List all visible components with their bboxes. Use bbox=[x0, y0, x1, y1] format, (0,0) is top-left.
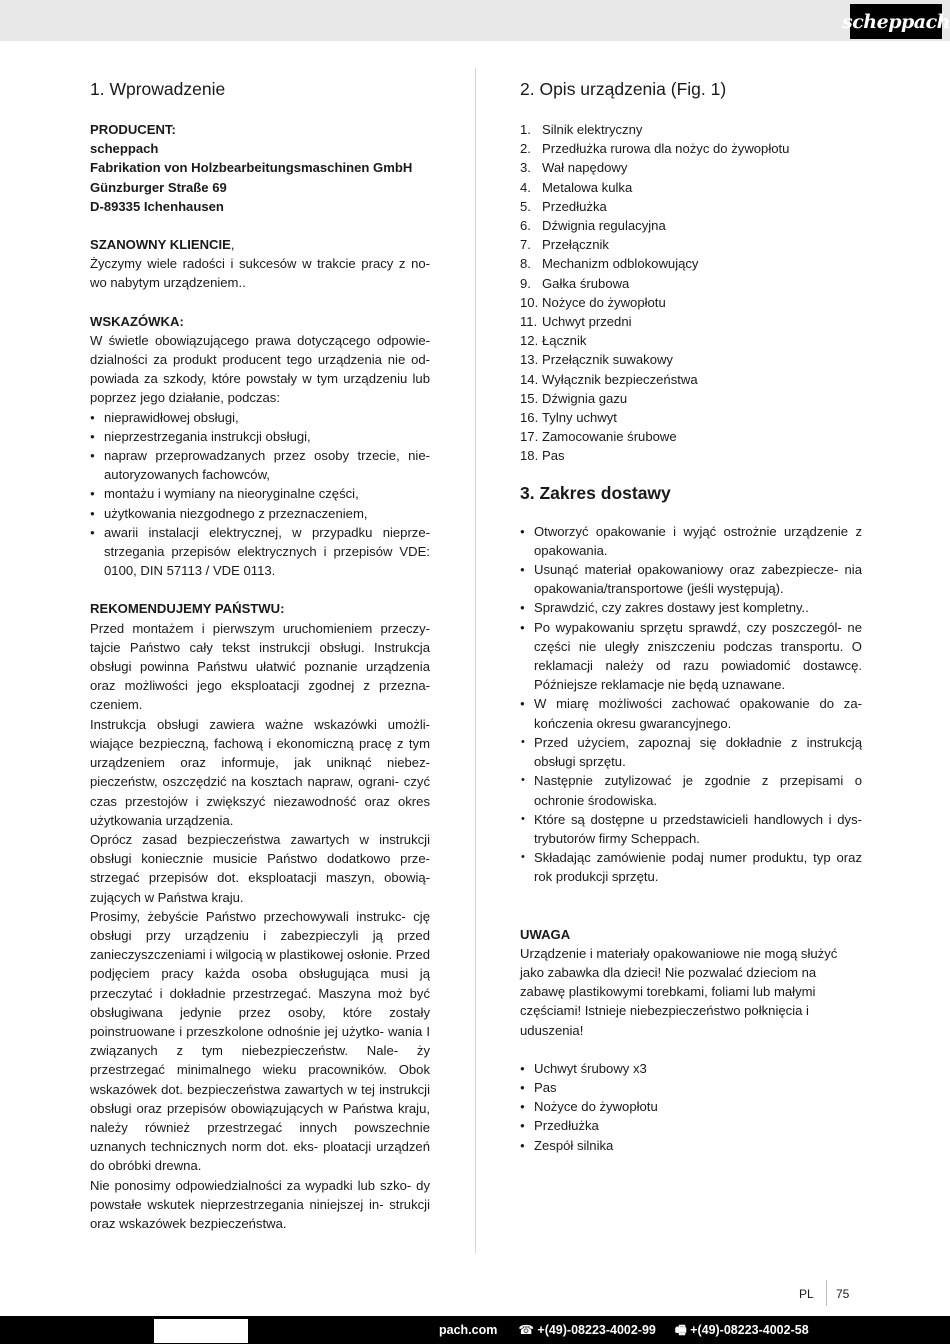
note-heading: WSKAZÓWKA: bbox=[90, 313, 184, 329]
list-item: ● Zespół silnika bbox=[520, 1136, 862, 1155]
phone-number: +(49)-08223-4002-99 bbox=[537, 1323, 656, 1337]
part-item: 2. Przedłużka rurowa dla nożyc do żywopłotu bbox=[520, 141, 790, 157]
part-item: 4. Metalowa kulka bbox=[520, 179, 633, 195]
part-item: 1. Silnik elektryczny bbox=[520, 122, 643, 137]
warning-text: Urządzenie i materiały opakowaniowe nie mogą służyć jako zabawka dla dzieci! Nie pozwalać dzieciom na zabawę plastikowymi torebkami, foliami lub małymi częściami! Istnieje niebezpieczeństwo połknięcia i uduszenia! bbox=[520, 945, 838, 1038]
language-code: PL bbox=[799, 1287, 814, 1301]
footer-bar bbox=[0, 1316, 950, 1344]
recommend-paragraph: Oprócz zasad bezpieczeństwa zawartych w instrukcji obsługi koniecznie musicie Państwo dodatkowo prze- strzegać przepisów dot. eksploatacji maszyn, obowią- zujących w Państwa kraju. bbox=[90, 831, 430, 905]
list-item: • Następnie zutylizować je zgodnie z przepisami o ochronie środowiska. bbox=[520, 771, 862, 809]
recommend-heading: REKOMENDUJEMY PAŃSTWU: bbox=[90, 601, 285, 617]
header-bar bbox=[0, 0, 950, 41]
dear-customer-heading: SZANOWNY KLIENCIE, bbox=[90, 237, 235, 253]
warning-heading: UWAGA bbox=[520, 926, 571, 942]
column-divider bbox=[475, 68, 476, 1253]
fax-number: +(49)-08223-4002-58 bbox=[690, 1323, 809, 1337]
part-item: 8. Mechanizm odblokowujący bbox=[520, 256, 699, 272]
note-text: W świetle obowiązującego prawa dotyczącego odpowie- dzialności za produkt producent tego urządzenia nie od- powiada za szkody, które powstały w tym urządzeniu lub poprzez jego działanie, podczas: bbox=[90, 332, 430, 406]
recommend-paragraph: Nie ponosimy odpowiedzialności za wypadki lub szko- dy powstałe wskutek nieprzestrzegania niniejszej in- strukcji oraz wskazówek bezpieczeństwa. bbox=[90, 1177, 430, 1231]
part-item: 6. Dźwignia regulacyjna bbox=[520, 218, 666, 234]
list-item: ● napraw przeprowadzanych przez osoby trzecie, nie- autoryzowanych fachowców, bbox=[90, 446, 430, 484]
phone-icon: ☎ bbox=[518, 1323, 534, 1337]
part-item: 13. Przełącznik suwakowy bbox=[520, 352, 673, 368]
part-item: 3. Wał napędowy bbox=[520, 160, 628, 176]
list-item: ● Pas bbox=[520, 1078, 862, 1097]
list-item: ● Po wypakowaniu sprzętu sprawdź, czy poszczegól- ne części nie uległy zniszczeniu podczas transportu. O reklamacji należy od razu powiadomić dostawcę. Późniejsze reklamacje nie będą uznawane. bbox=[520, 618, 862, 695]
part-item: 18. Pas bbox=[520, 448, 565, 464]
contents-list bbox=[520, 1059, 862, 1155]
list-item: ● Usunąć materiał opakowaniowy oraz zabezpiecze- nia opakowania/transportowe (jeśli występują). bbox=[520, 560, 862, 598]
parts-list bbox=[520, 120, 862, 466]
part-item: 5. Przedłużka bbox=[520, 198, 607, 214]
list-item: • Przed użyciem, zapoznaj się dokładnie z instrukcją obsługi sprzętu. bbox=[520, 733, 862, 771]
website-link[interactable]: pach.com bbox=[439, 1323, 498, 1337]
part-item: 9. Gałka śrubowa bbox=[520, 275, 630, 291]
part-item: 14. Wyłącznik bezpieczeństwa bbox=[520, 371, 698, 387]
part-item: 10. Nożyce do żywopłotu bbox=[520, 294, 666, 310]
page-number: 75 bbox=[836, 1287, 850, 1301]
list-item: ● użytkowania niezgodnego z przeznaczeniem, bbox=[90, 504, 430, 523]
producer-line: D-89335 Ichenhausen bbox=[90, 198, 224, 214]
part-item: 15. Dźwignia gazu bbox=[520, 390, 628, 406]
part-item: 7. Przełącznik bbox=[520, 237, 609, 253]
list-item: ● Nożyce do żywopłotu bbox=[520, 1097, 862, 1116]
producer-line: Fabrikation von Holzbearbeitungsmaschinen GmbH bbox=[90, 160, 413, 176]
list-item: ● Uchwyt śrubowy x3 bbox=[520, 1059, 862, 1078]
footer-white-box bbox=[154, 1319, 248, 1343]
list-item: • Które są dostępne u przedstawicieli handlowych i dys- trybutorów firmy Scheppach. bbox=[520, 810, 862, 848]
list-item: ● Otworzyć opakowanie i wyjąć ostrożnie urządzenie z opakowania. bbox=[520, 522, 862, 560]
list-item: ● W miarę możliwości zachować opakowanie do za- kończenia okresu gwarancyjnego. bbox=[520, 694, 862, 732]
dear-customer-text: Życzymy wiele radości i sukcesów w trakcie pracy z no- wo nabytym urządzeniem.. bbox=[90, 256, 430, 291]
recommend-paragraph: Instrukcja obsługi zawiera ważne wskazówki umożli- wiające bezpieczną, fachową i ekonomiczną pracę z tym urządzeniem oraz informuje, jak uniknąć niebez- pieczeństw, oszczędzić na kosztach napraw, ograni- czyć czas przestojów i zwiększyć niezawodność oraz okres użytkowania urządzenia. bbox=[90, 716, 430, 828]
section-title-introduction: 1. Wprowadzenie bbox=[90, 79, 226, 99]
scheppach-logo: scheppach bbox=[850, 4, 942, 39]
right-column bbox=[520, 78, 862, 1155]
left-column bbox=[90, 78, 430, 1233]
delivery-bullet-list bbox=[520, 522, 862, 887]
producer-block bbox=[90, 120, 430, 216]
part-item: 11. Uchwyt przedni bbox=[520, 314, 632, 330]
fax-icon: 🖷 bbox=[674, 1323, 687, 1337]
producer-line: PRODUCENT: bbox=[90, 122, 176, 137]
list-item: ● nieprawidłowej obsługi, bbox=[90, 408, 430, 427]
part-item: 12. Łącznik bbox=[520, 333, 587, 349]
list-item: ● Sprawdzić, czy zakres dostawy jest kompletny.. bbox=[520, 598, 862, 617]
list-item: ● awarii instalacji elektrycznej, w przypadku nieprze- strzegania przepisów elektrycznych i przepisów VDE: 0100, DIN 57113 / VDE 0113. bbox=[90, 523, 430, 581]
section-title-delivery: 3. Zakres dostawy bbox=[520, 482, 671, 503]
producer-line: Günzburger Straße 69 bbox=[90, 179, 227, 195]
part-item: 17. Zamocowanie śrubowe bbox=[520, 429, 677, 445]
list-item: ● Przedłużka bbox=[520, 1116, 862, 1135]
recommend-paragraph: Prosimy, żebyście Państwo przechowywali instrukc- cję obsługi przy urządzeniu i zabezpieczyli ją przed zanieczyszczeniami i wilgocią w plastikowej osłonie. Przed podjęciem pracy każda osoba obsługująca musi ją przeczytać i dokładnie przestrzegać. Maszyna moż być obsługiwana jedynie przez osoby, które zostały poinstruowane i przeszkolone odnośnie jej użytko- wania I związanych z tym niebezpieczeństw. Nale- ży przestrzegać minimalnego wieku pracowników. Obok wskazówek dot. bezpieczeństwa zawartych w tej instrukcji obsługi oraz przepisów obowiązujących w Państwa kraju, należy również przestrzegać innych powszechnie uznanych technicznych norm dot. eks- ploatacji urządzeń do obróbki drewna. bbox=[90, 908, 430, 1174]
section-title-description: 2. Opis urządzenia (Fig. 1) bbox=[520, 79, 727, 99]
contact-line bbox=[439, 1320, 809, 1340]
note-bullet-list bbox=[90, 408, 430, 581]
part-item: 16. Tylny uchwyt bbox=[520, 410, 617, 426]
producer-line: scheppach bbox=[90, 141, 159, 157]
list-item: • Składając zamówienie podaj numer produktu, typ oraz rok produkcji sprzętu. bbox=[520, 848, 862, 886]
footer-divider bbox=[826, 1280, 827, 1306]
list-item: ● montażu i wymiany na nieoryginalne części, bbox=[90, 484, 430, 503]
recommend-paragraph: Przed montażem i pierwszym uruchomieniem przeczy- tajcie Państwo cały tekst instrukcji obsługi. Instrukcja obsługi powinna Państwu ułatwić poznanie urządzenia oraz możliwości jego eksploatacji zgodnej z przezna- czeniem. bbox=[90, 620, 430, 713]
list-item: ● nieprzestrzegania instrukcji obsługi, bbox=[90, 427, 430, 446]
